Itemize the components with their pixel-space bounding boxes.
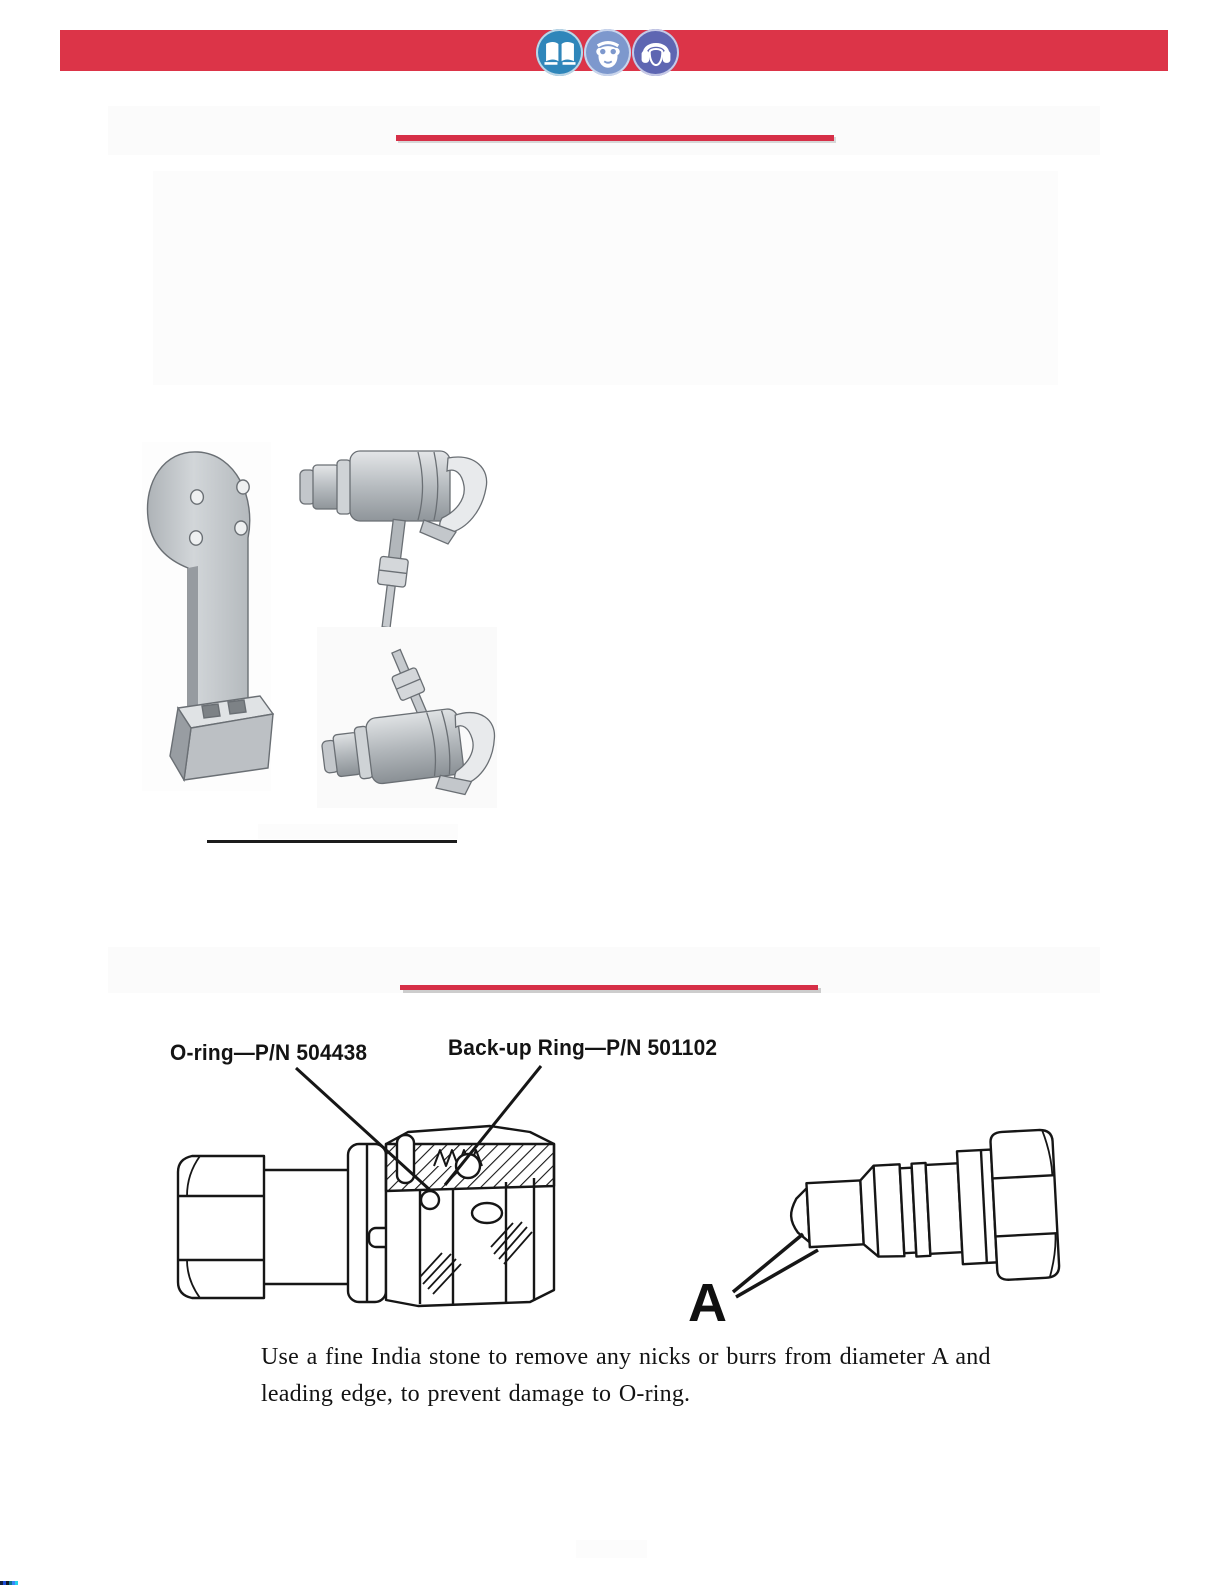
eye-protection-icon: [584, 29, 631, 76]
gun-holder-bracket-figure: [140, 438, 275, 793]
oring-part-label: O-ring—P/N 504438: [170, 1040, 368, 1065]
read-manual-icon: [536, 29, 583, 76]
safety-icon-group: [536, 29, 679, 76]
redacted-paragraph-block: [153, 171, 1058, 385]
ear-muffs-glyph: [637, 34, 675, 72]
bracket-drawing: [147, 452, 273, 780]
section-heading-rule-1: [396, 135, 834, 141]
female-coupler-drawing: [178, 1126, 554, 1306]
caption-line-1: Use a fine India stone to remove any nicks or burrs from diameter A and: [261, 1344, 991, 1370]
spray-gun-drawing: [300, 451, 487, 629]
ear-protection-icon: [632, 29, 679, 76]
male-coupler-drawing: [787, 1129, 1059, 1291]
redacted-figure-caption: [258, 824, 458, 839]
figure-caption-underline: [207, 840, 457, 843]
caption-line-2: leading edge, to prevent damage to O-ring.: [261, 1381, 691, 1407]
backup-ring-part-label: Back-up Ring—P/N 501102: [448, 1035, 718, 1060]
male-coupler-diagram: [786, 1122, 1071, 1297]
spray-gun-figure-bottom: [319, 629, 497, 807]
diameter-a-marker: A: [688, 1273, 727, 1333]
redacted-heading-block: [108, 106, 1100, 155]
spray-gun-drawing-2: [319, 637, 497, 807]
female-coupler-diagram: [168, 1092, 563, 1312]
safety-goggles-glyph: [589, 34, 627, 72]
scan-artifact-strip: [0, 1581, 18, 1585]
section-heading-rule-2: [400, 985, 818, 990]
open-book-glyph: [541, 34, 579, 72]
redacted-page-number: [576, 1540, 647, 1558]
spray-gun-figure-top: [298, 440, 493, 630]
